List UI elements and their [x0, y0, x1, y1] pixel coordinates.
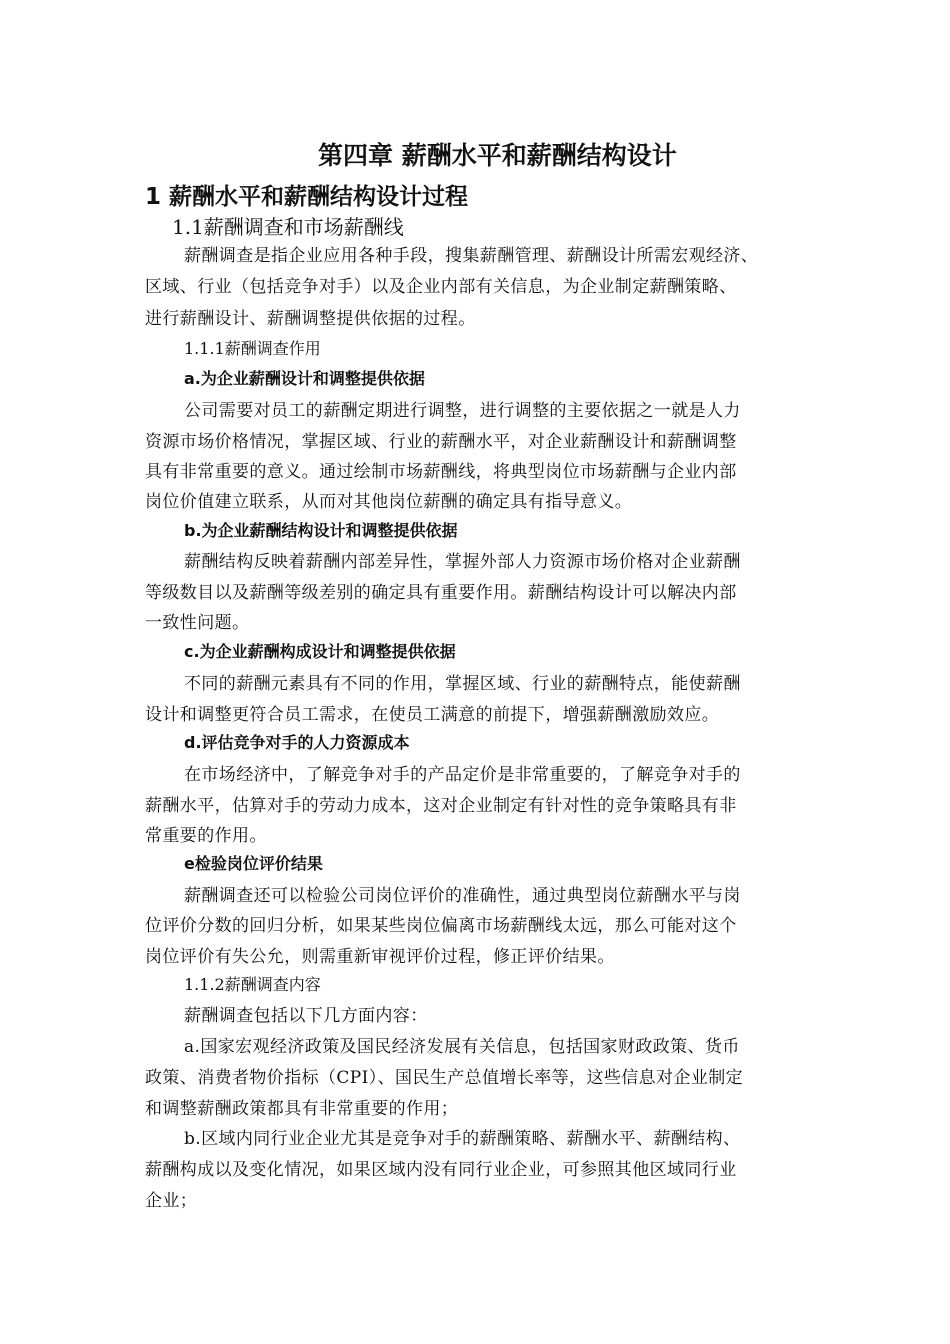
list-item-b: 薪酬构成以及变化情况，如果区域内没有同行业企业，可参照其他区域同行业 — [145, 1160, 737, 1180]
paragraph-line: 薪酬结构反映着薪酬内部差异性，掌握外部人力资源市场价格对企业薪酬 — [184, 552, 741, 572]
list-item-a: 和调整薪酬政策都具有非常重要的作用； — [145, 1099, 459, 1119]
paragraph-line: 设计和调整更符合员工需求，在使员工满意的前提下，增强薪酬激励效应。 — [145, 705, 720, 725]
paragraph-line: 位评价分数的回归分析，如果某些岗位偏离市场薪酬线太远，那么可能对这个 — [145, 916, 737, 936]
section-title: 1 薪酬水平和薪酬结构设计过程 — [145, 184, 469, 210]
intro-line: 薪酬调查是指企业应用各种手段，搜集薪酬管理、薪酬设计所需宏观经济、 — [184, 246, 759, 266]
intro-line: 区域、行业（包括竞争对手）以及企业内部有关信息，为企业制定薪酬策略、 — [145, 277, 737, 297]
heading-b: b.为企业薪酬结构设计和调整提供依据 — [184, 521, 458, 540]
paragraph-line: 薪酬水平，估算对手的劳动力成本，这对企业制定有针对性的竞争策略具有非 — [145, 796, 737, 816]
paragraph-line: 岗位价值建立联系，从而对其他岗位薪酬的确定具有指导意义。 — [145, 492, 633, 512]
paragraph-line: 岗位评价有失公允，则需重新审视评价过程，修正评价结果。 — [145, 947, 615, 967]
list-item-a: a.国家宏观经济政策及国民经济发展有关信息，包括国家财政政策、货币 — [184, 1037, 740, 1057]
subsection-title: 1.1薪酬调查和市场薪酬线 — [172, 215, 404, 239]
paragraph-line: 常重要的作用。 — [145, 826, 267, 846]
paragraph-line: 等级数目以及薪酬等级差别的确定具有重要作用。薪酬结构设计可以解决内部 — [145, 583, 737, 603]
paragraph-line: 资源市场价格情况，掌握区域、行业的薪酬水平，对企业薪酬设计和薪酬调整 — [145, 432, 737, 452]
intro-line: 进行薪酬设计、薪酬调整提供依据的过程。 — [145, 309, 476, 329]
paragraph-line: 薪酬调查包括以下几方面内容： — [184, 1006, 428, 1026]
heading-e: e检验岗位评价结果 — [184, 854, 323, 873]
chapter-title: 第四章 薪酬水平和薪酬结构设计 — [318, 141, 677, 170]
paragraph-line: 公司需要对员工的薪酬定期进行调整，进行调整的主要依据之一就是人力 — [184, 401, 741, 421]
heading-d: d.评估竞争对手的人力资源成本 — [184, 733, 410, 752]
heading-c: c.为企业薪酬构成设计和调整提供依据 — [184, 642, 456, 661]
subheading-1-1-1: 1.1.1薪酬调查作用 — [184, 339, 321, 358]
list-item-a: 政策、消费者物价指标（CPI）、国民生产总值增长率等，这些信息对企业制定 — [145, 1068, 744, 1088]
paragraph-line: 在市场经济中，了解竞争对手的产品定价是非常重要的，了解竞争对手的 — [184, 765, 741, 785]
heading-a: a.为企业薪酬设计和调整提供依据 — [184, 369, 425, 388]
subheading-1-1-2: 1.1.2薪酬调查内容 — [184, 975, 321, 994]
paragraph-line: 具有非常重要的意义。通过绘制市场薪酬线，将典型岗位市场薪酬与企业内部 — [145, 462, 737, 482]
paragraph-line: 一致性问题。 — [145, 613, 250, 633]
paragraph-line: 薪酬调查还可以检验公司岗位评价的准确性，通过典型岗位薪酬水平与岗 — [184, 886, 741, 906]
list-item-b: b.区域内同行业企业尤其是竞争对手的薪酬策略、薪酬水平、薪酬结构、 — [184, 1129, 741, 1149]
paragraph-line: 不同的薪酬元素具有不同的作用，掌握区域、行业的薪酬特点，能使薪酬 — [184, 674, 741, 694]
list-item-b: 企业； — [145, 1191, 198, 1211]
